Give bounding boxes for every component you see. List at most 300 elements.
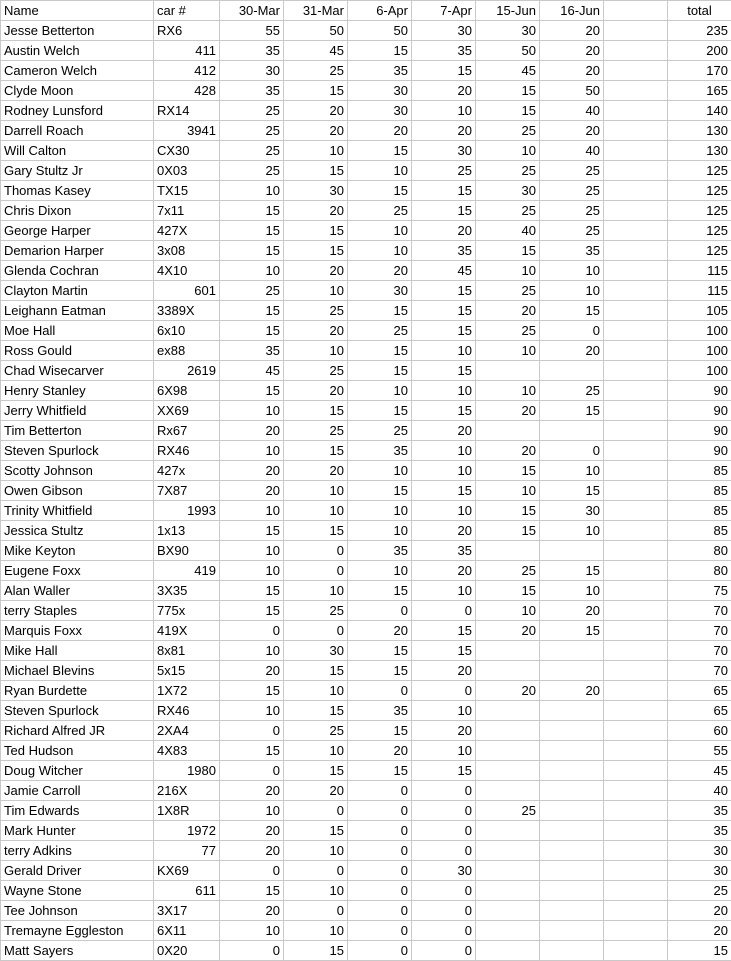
cell-total[interactable]: 130: [668, 121, 731, 141]
cell-16-jun[interactable]: 15: [540, 481, 604, 501]
cell-30-mar[interactable]: 25: [220, 281, 284, 301]
cell-15-jun[interactable]: 15: [476, 241, 540, 261]
cell-31-mar[interactable]: 10: [284, 341, 348, 361]
cell-6-apr[interactable]: 15: [348, 401, 412, 421]
cell-7-apr[interactable]: 25: [412, 161, 476, 181]
cell-6-apr[interactable]: 35: [348, 701, 412, 721]
cell-16-jun[interactable]: 50: [540, 81, 604, 101]
cell-total[interactable]: 125: [668, 201, 731, 221]
cell-16-jun[interactable]: 40: [540, 101, 604, 121]
cell-7-apr[interactable]: 0: [412, 781, 476, 801]
cell-blank[interactable]: [604, 541, 668, 561]
cell-15-jun[interactable]: 10: [476, 481, 540, 501]
cell-7-apr[interactable]: 15: [412, 61, 476, 81]
cell-name[interactable]: Scotty Johnson: [1, 461, 154, 481]
cell-31-mar[interactable]: 10: [284, 481, 348, 501]
cell-total[interactable]: 70: [668, 661, 731, 681]
cell-car-number[interactable]: RX14: [154, 101, 220, 121]
cell-blank[interactable]: [604, 221, 668, 241]
cell-15-jun[interactable]: 15: [476, 461, 540, 481]
cell-blank[interactable]: [604, 121, 668, 141]
cell-7-apr[interactable]: 0: [412, 941, 476, 961]
cell-31-mar[interactable]: 0: [284, 901, 348, 921]
cell-15-jun[interactable]: [476, 781, 540, 801]
cell-car-number[interactable]: CX30: [154, 141, 220, 161]
cell-car-number[interactable]: ex88: [154, 341, 220, 361]
cell-name[interactable]: Michael Blevins: [1, 661, 154, 681]
cell-31-mar[interactable]: 20: [284, 781, 348, 801]
cell-31-mar[interactable]: 10: [284, 681, 348, 701]
cell-6-apr[interactable]: 20: [348, 261, 412, 281]
cell-blank[interactable]: [604, 841, 668, 861]
cell-16-jun[interactable]: [540, 641, 604, 661]
cell-15-jun[interactable]: [476, 941, 540, 961]
cell-total[interactable]: 125: [668, 241, 731, 261]
header-name[interactable]: Name: [1, 1, 154, 21]
cell-car-number[interactable]: 601: [154, 281, 220, 301]
cell-blank[interactable]: [604, 941, 668, 961]
cell-car-number[interactable]: 1980: [154, 761, 220, 781]
cell-blank[interactable]: [604, 181, 668, 201]
cell-7-apr[interactable]: 15: [412, 201, 476, 221]
cell-total[interactable]: 115: [668, 261, 731, 281]
cell-30-mar[interactable]: 45: [220, 361, 284, 381]
cell-name[interactable]: Matt Sayers: [1, 941, 154, 961]
cell-blank[interactable]: [604, 621, 668, 641]
cell-name[interactable]: Owen Gibson: [1, 481, 154, 501]
cell-16-jun[interactable]: [540, 861, 604, 881]
cell-7-apr[interactable]: 15: [412, 481, 476, 501]
header-31-mar[interactable]: 31-Mar: [284, 1, 348, 21]
cell-name[interactable]: Ted Hudson: [1, 741, 154, 761]
cell-car-number[interactable]: 3X17: [154, 901, 220, 921]
cell-16-jun[interactable]: [540, 881, 604, 901]
cell-16-jun[interactable]: 25: [540, 221, 604, 241]
cell-car-number[interactable]: 5x15: [154, 661, 220, 681]
cell-16-jun[interactable]: 15: [540, 301, 604, 321]
cell-31-mar[interactable]: 25: [284, 421, 348, 441]
cell-30-mar[interactable]: 25: [220, 101, 284, 121]
header-7-apr[interactable]: 7-Apr: [412, 1, 476, 21]
cell-7-apr[interactable]: 15: [412, 281, 476, 301]
cell-16-jun[interactable]: 10: [540, 521, 604, 541]
cell-30-mar[interactable]: 10: [220, 401, 284, 421]
cell-16-jun[interactable]: [540, 761, 604, 781]
cell-31-mar[interactable]: 25: [284, 301, 348, 321]
cell-31-mar[interactable]: 15: [284, 521, 348, 541]
cell-blank[interactable]: [604, 741, 668, 761]
cell-15-jun[interactable]: [476, 841, 540, 861]
cell-total[interactable]: 85: [668, 481, 731, 501]
cell-total[interactable]: 30: [668, 841, 731, 861]
cell-16-jun[interactable]: 20: [540, 121, 604, 141]
cell-7-apr[interactable]: 20: [412, 221, 476, 241]
cell-7-apr[interactable]: 20: [412, 721, 476, 741]
cell-total[interactable]: 100: [668, 361, 731, 381]
cell-total[interactable]: 115: [668, 281, 731, 301]
cell-6-apr[interactable]: 10: [348, 161, 412, 181]
cell-6-apr[interactable]: 20: [348, 741, 412, 761]
cell-31-mar[interactable]: 10: [284, 141, 348, 161]
cell-name[interactable]: Gary Stultz Jr: [1, 161, 154, 181]
cell-blank[interactable]: [604, 201, 668, 221]
cell-31-mar[interactable]: 0: [284, 801, 348, 821]
cell-7-apr[interactable]: 15: [412, 181, 476, 201]
cell-6-apr[interactable]: 25: [348, 201, 412, 221]
cell-car-number[interactable]: XX69: [154, 401, 220, 421]
cell-total[interactable]: 125: [668, 181, 731, 201]
cell-16-jun[interactable]: [540, 781, 604, 801]
cell-6-apr[interactable]: 0: [348, 681, 412, 701]
cell-6-apr[interactable]: 15: [348, 761, 412, 781]
cell-31-mar[interactable]: 20: [284, 461, 348, 481]
cell-15-jun[interactable]: 20: [476, 401, 540, 421]
cell-name[interactable]: Jerry Whitfield: [1, 401, 154, 421]
cell-name[interactable]: Glenda Cochran: [1, 261, 154, 281]
cell-blank[interactable]: [604, 461, 668, 481]
cell-name[interactable]: Will Calton: [1, 141, 154, 161]
cell-16-jun[interactable]: 15: [540, 561, 604, 581]
cell-name[interactable]: Steven Spurlock: [1, 441, 154, 461]
cell-car-number[interactable]: 1972: [154, 821, 220, 841]
cell-30-mar[interactable]: 10: [220, 801, 284, 821]
cell-31-mar[interactable]: 10: [284, 921, 348, 941]
cell-30-mar[interactable]: 10: [220, 441, 284, 461]
cell-30-mar[interactable]: 10: [220, 561, 284, 581]
cell-15-jun[interactable]: 40: [476, 221, 540, 241]
cell-31-mar[interactable]: 15: [284, 701, 348, 721]
cell-7-apr[interactable]: 10: [412, 381, 476, 401]
cell-car-number[interactable]: 4X83: [154, 741, 220, 761]
cell-total[interactable]: 90: [668, 381, 731, 401]
cell-7-apr[interactable]: 0: [412, 821, 476, 841]
cell-name[interactable]: Tim Betterton: [1, 421, 154, 441]
cell-6-apr[interactable]: 15: [348, 181, 412, 201]
cell-total[interactable]: 60: [668, 721, 731, 741]
cell-16-jun[interactable]: [540, 661, 604, 681]
cell-blank[interactable]: [604, 721, 668, 741]
cell-30-mar[interactable]: 15: [220, 581, 284, 601]
cell-16-jun[interactable]: 25: [540, 381, 604, 401]
cell-16-jun[interactable]: 0: [540, 321, 604, 341]
cell-name[interactable]: Gerald Driver: [1, 861, 154, 881]
cell-car-number[interactable]: Rx67: [154, 421, 220, 441]
cell-6-apr[interactable]: 0: [348, 601, 412, 621]
cell-name[interactable]: George Harper: [1, 221, 154, 241]
cell-6-apr[interactable]: 10: [348, 221, 412, 241]
cell-car-number[interactable]: 6X11: [154, 921, 220, 941]
cell-total[interactable]: 85: [668, 521, 731, 541]
cell-30-mar[interactable]: 15: [220, 241, 284, 261]
cell-6-apr[interactable]: 15: [348, 41, 412, 61]
cell-name[interactable]: Darrell Roach: [1, 121, 154, 141]
cell-15-jun[interactable]: 10: [476, 261, 540, 281]
cell-7-apr[interactable]: 20: [412, 421, 476, 441]
cell-6-apr[interactable]: 25: [348, 321, 412, 341]
cell-blank[interactable]: [604, 641, 668, 661]
cell-16-jun[interactable]: [540, 361, 604, 381]
cell-6-apr[interactable]: 10: [348, 461, 412, 481]
cell-total[interactable]: 105: [668, 301, 731, 321]
cell-7-apr[interactable]: 0: [412, 841, 476, 861]
cell-name[interactable]: Richard Alfred JR: [1, 721, 154, 741]
cell-30-mar[interactable]: 20: [220, 781, 284, 801]
cell-31-mar[interactable]: 0: [284, 541, 348, 561]
cell-16-jun[interactable]: [540, 801, 604, 821]
cell-total[interactable]: 90: [668, 421, 731, 441]
cell-total[interactable]: 125: [668, 221, 731, 241]
cell-6-apr[interactable]: 20: [348, 621, 412, 641]
cell-total[interactable]: 165: [668, 81, 731, 101]
cell-car-number[interactable]: 1993: [154, 501, 220, 521]
cell-30-mar[interactable]: 10: [220, 701, 284, 721]
cell-6-apr[interactable]: 0: [348, 881, 412, 901]
cell-blank[interactable]: [604, 821, 668, 841]
cell-6-apr[interactable]: 35: [348, 541, 412, 561]
cell-name[interactable]: Doug Witcher: [1, 761, 154, 781]
cell-blank[interactable]: [604, 261, 668, 281]
cell-total[interactable]: 85: [668, 501, 731, 521]
cell-15-jun[interactable]: [476, 741, 540, 761]
cell-7-apr[interactable]: 15: [412, 321, 476, 341]
cell-15-jun[interactable]: 25: [476, 321, 540, 341]
cell-car-number[interactable]: 412: [154, 61, 220, 81]
cell-7-apr[interactable]: 35: [412, 241, 476, 261]
cell-blank[interactable]: [604, 881, 668, 901]
cell-name[interactable]: Henry Stanley: [1, 381, 154, 401]
cell-16-jun[interactable]: [540, 541, 604, 561]
cell-total[interactable]: 15: [668, 941, 731, 961]
cell-blank[interactable]: [604, 901, 668, 921]
cell-31-mar[interactable]: 20: [284, 321, 348, 341]
cell-blank[interactable]: [604, 281, 668, 301]
cell-blank[interactable]: [604, 241, 668, 261]
cell-31-mar[interactable]: 20: [284, 121, 348, 141]
cell-15-jun[interactable]: 25: [476, 201, 540, 221]
cell-7-apr[interactable]: 20: [412, 661, 476, 681]
cell-7-apr[interactable]: 10: [412, 581, 476, 601]
cell-car-number[interactable]: 419: [154, 561, 220, 581]
cell-total[interactable]: 100: [668, 321, 731, 341]
cell-30-mar[interactable]: 15: [220, 741, 284, 761]
cell-30-mar[interactable]: 0: [220, 721, 284, 741]
cell-name[interactable]: Demarion Harper: [1, 241, 154, 261]
cell-car-number[interactable]: 0X03: [154, 161, 220, 181]
cell-total[interactable]: 70: [668, 621, 731, 641]
cell-name[interactable]: terry Staples: [1, 601, 154, 621]
cell-15-jun[interactable]: [476, 881, 540, 901]
cell-16-jun[interactable]: 10: [540, 261, 604, 281]
cell-31-mar[interactable]: 50: [284, 21, 348, 41]
cell-30-mar[interactable]: 20: [220, 421, 284, 441]
cell-blank[interactable]: [604, 161, 668, 181]
cell-car-number[interactable]: 427X: [154, 221, 220, 241]
cell-16-jun[interactable]: 10: [540, 281, 604, 301]
cell-7-apr[interactable]: 10: [412, 341, 476, 361]
cell-car-number[interactable]: RX6: [154, 21, 220, 41]
cell-7-apr[interactable]: 10: [412, 441, 476, 461]
cell-31-mar[interactable]: 30: [284, 641, 348, 661]
cell-30-mar[interactable]: 20: [220, 481, 284, 501]
cell-31-mar[interactable]: 20: [284, 261, 348, 281]
cell-15-jun[interactable]: 25: [476, 161, 540, 181]
cell-total[interactable]: 70: [668, 601, 731, 621]
cell-15-jun[interactable]: 15: [476, 581, 540, 601]
cell-31-mar[interactable]: 20: [284, 381, 348, 401]
cell-car-number[interactable]: 1x13: [154, 521, 220, 541]
cell-31-mar[interactable]: 10: [284, 841, 348, 861]
cell-31-mar[interactable]: 15: [284, 161, 348, 181]
cell-7-apr[interactable]: 0: [412, 881, 476, 901]
cell-30-mar[interactable]: 15: [220, 301, 284, 321]
cell-30-mar[interactable]: 10: [220, 261, 284, 281]
cell-car-number[interactable]: 3X35: [154, 581, 220, 601]
cell-15-jun[interactable]: [476, 861, 540, 881]
cell-15-jun[interactable]: 45: [476, 61, 540, 81]
cell-7-apr[interactable]: 15: [412, 761, 476, 781]
cell-total[interactable]: 130: [668, 141, 731, 161]
cell-name[interactable]: Eugene Foxx: [1, 561, 154, 581]
cell-6-apr[interactable]: 0: [348, 941, 412, 961]
cell-7-apr[interactable]: 0: [412, 601, 476, 621]
cell-31-mar[interactable]: 15: [284, 401, 348, 421]
cell-total[interactable]: 235: [668, 21, 731, 41]
cell-31-mar[interactable]: 15: [284, 661, 348, 681]
cell-31-mar[interactable]: 10: [284, 581, 348, 601]
cell-name[interactable]: Chad Wisecarver: [1, 361, 154, 381]
cell-31-mar[interactable]: 15: [284, 941, 348, 961]
cell-6-apr[interactable]: 20: [348, 121, 412, 141]
cell-total[interactable]: 65: [668, 681, 731, 701]
cell-total[interactable]: 100: [668, 341, 731, 361]
cell-name[interactable]: Chris Dixon: [1, 201, 154, 221]
cell-car-number[interactable]: 2619: [154, 361, 220, 381]
cell-15-jun[interactable]: 25: [476, 801, 540, 821]
cell-15-jun[interactable]: 10: [476, 341, 540, 361]
cell-name[interactable]: Tee Johnson: [1, 901, 154, 921]
cell-7-apr[interactable]: 0: [412, 681, 476, 701]
cell-16-jun[interactable]: [540, 821, 604, 841]
cell-30-mar[interactable]: 10: [220, 921, 284, 941]
cell-31-mar[interactable]: 25: [284, 361, 348, 381]
cell-total[interactable]: 80: [668, 541, 731, 561]
cell-blank[interactable]: [604, 921, 668, 941]
cell-name[interactable]: Jesse Betterton: [1, 21, 154, 41]
cell-16-jun[interactable]: 20: [540, 681, 604, 701]
cell-16-jun[interactable]: [540, 841, 604, 861]
cell-total[interactable]: 35: [668, 801, 731, 821]
cell-16-jun[interactable]: 25: [540, 181, 604, 201]
cell-16-jun[interactable]: [540, 721, 604, 741]
cell-blank[interactable]: [604, 561, 668, 581]
cell-name[interactable]: Moe Hall: [1, 321, 154, 341]
cell-total[interactable]: 35: [668, 821, 731, 841]
cell-total[interactable]: 20: [668, 921, 731, 941]
cell-blank[interactable]: [604, 661, 668, 681]
cell-blank[interactable]: [604, 61, 668, 81]
cell-16-jun[interactable]: 40: [540, 141, 604, 161]
cell-31-mar[interactable]: 10: [284, 741, 348, 761]
cell-name[interactable]: Mark Hunter: [1, 821, 154, 841]
header-total[interactable]: total: [668, 1, 731, 21]
cell-car-number[interactable]: RX46: [154, 701, 220, 721]
cell-15-jun[interactable]: [476, 421, 540, 441]
cell-31-mar[interactable]: 0: [284, 561, 348, 581]
cell-31-mar[interactable]: 15: [284, 821, 348, 841]
cell-30-mar[interactable]: 55: [220, 21, 284, 41]
header-blank[interactable]: [604, 1, 668, 21]
cell-7-apr[interactable]: 20: [412, 81, 476, 101]
cell-name[interactable]: Clayton Martin: [1, 281, 154, 301]
cell-blank[interactable]: [604, 321, 668, 341]
cell-name[interactable]: Steven Spurlock: [1, 701, 154, 721]
cell-15-jun[interactable]: [476, 361, 540, 381]
cell-name[interactable]: Trinity Whitfield: [1, 501, 154, 521]
cell-30-mar[interactable]: 0: [220, 761, 284, 781]
cell-total[interactable]: 85: [668, 461, 731, 481]
cell-31-mar[interactable]: 15: [284, 441, 348, 461]
cell-30-mar[interactable]: 20: [220, 461, 284, 481]
cell-30-mar[interactable]: 15: [220, 221, 284, 241]
cell-blank[interactable]: [604, 761, 668, 781]
cell-15-jun[interactable]: 50: [476, 41, 540, 61]
cell-car-number[interactable]: 6x10: [154, 321, 220, 341]
cell-6-apr[interactable]: 15: [348, 661, 412, 681]
cell-6-apr[interactable]: 15: [348, 141, 412, 161]
cell-16-jun[interactable]: 35: [540, 241, 604, 261]
cell-30-mar[interactable]: 25: [220, 141, 284, 161]
cell-blank[interactable]: [604, 521, 668, 541]
cell-name[interactable]: Tremayne Eggleston: [1, 921, 154, 941]
cell-car-number[interactable]: 6X98: [154, 381, 220, 401]
cell-31-mar[interactable]: 20: [284, 101, 348, 121]
cell-name[interactable]: terry Adkins: [1, 841, 154, 861]
cell-total[interactable]: 90: [668, 441, 731, 461]
cell-30-mar[interactable]: 20: [220, 841, 284, 861]
cell-total[interactable]: 40: [668, 781, 731, 801]
cell-16-jun[interactable]: [540, 421, 604, 441]
cell-16-jun[interactable]: [540, 941, 604, 961]
cell-31-mar[interactable]: 30: [284, 181, 348, 201]
cell-total[interactable]: 20: [668, 901, 731, 921]
cell-31-mar[interactable]: 10: [284, 881, 348, 901]
cell-30-mar[interactable]: 35: [220, 41, 284, 61]
cell-16-jun[interactable]: 10: [540, 461, 604, 481]
cell-15-jun[interactable]: 30: [476, 181, 540, 201]
cell-30-mar[interactable]: 15: [220, 601, 284, 621]
cell-car-number[interactable]: 3x08: [154, 241, 220, 261]
cell-car-number[interactable]: 3941: [154, 121, 220, 141]
cell-15-jun[interactable]: 10: [476, 141, 540, 161]
cell-15-jun[interactable]: 20: [476, 301, 540, 321]
cell-car-number[interactable]: RX46: [154, 441, 220, 461]
cell-16-jun[interactable]: 25: [540, 201, 604, 221]
cell-15-jun[interactable]: [476, 661, 540, 681]
cell-name[interactable]: Jamie Carroll: [1, 781, 154, 801]
cell-16-jun[interactable]: 30: [540, 501, 604, 521]
cell-blank[interactable]: [604, 21, 668, 41]
cell-16-jun[interactable]: 20: [540, 61, 604, 81]
cell-blank[interactable]: [604, 481, 668, 501]
cell-16-jun[interactable]: 0: [540, 441, 604, 461]
cell-6-apr[interactable]: 15: [348, 721, 412, 741]
cell-16-jun[interactable]: 10: [540, 581, 604, 601]
cell-7-apr[interactable]: 15: [412, 641, 476, 661]
cell-6-apr[interactable]: 0: [348, 841, 412, 861]
cell-blank[interactable]: [604, 861, 668, 881]
header-car-number[interactable]: car #: [154, 1, 220, 21]
cell-6-apr[interactable]: 0: [348, 921, 412, 941]
